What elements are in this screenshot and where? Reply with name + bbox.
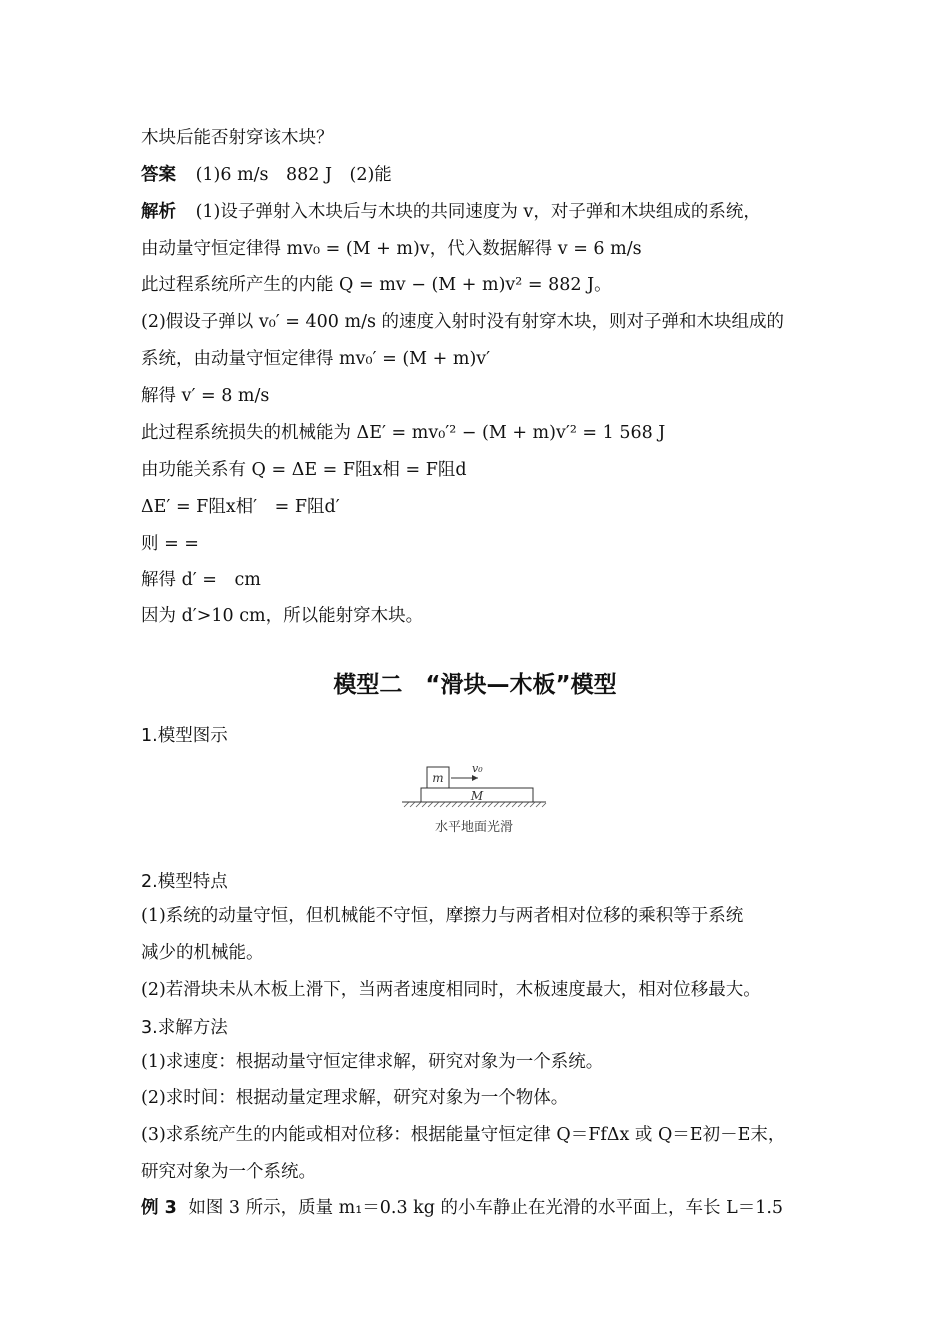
example-label: 例 3 xyxy=(141,1198,177,1218)
velocity-label: v₀ xyxy=(472,762,483,775)
analysis-label: 解析 xyxy=(141,202,176,222)
slider-board-diagram xyxy=(398,758,550,816)
s3-line-1: (1)求速度：根据动量守恒定律求解，研究对象为一个系统。 xyxy=(141,1052,604,1072)
answer-label: 答案 xyxy=(141,165,176,185)
analysis-line-1: 解析 (1)设子弹射入木块后与木块的共同速度为 v，对子弹和木块组成的系统， xyxy=(141,202,761,222)
analysis-line-2: 由动量守恒定律得 mv₀ = (M + m)v，代入数据解得 v = 6 m/s xyxy=(141,239,642,259)
block-m-label: m xyxy=(432,771,444,785)
analysis-line-11: 解得 d′ = cm xyxy=(141,570,261,590)
analysis-line-10: 则 = = xyxy=(141,534,199,554)
board-M-label: M xyxy=(470,789,484,803)
s1-title: 1.模型图示 xyxy=(141,726,228,746)
s3-line-3: (3)求系统产生的内能或相对位移：根据能量守恒定律 Q＝FfΔx 或 Q＝E初－E末， xyxy=(141,1125,786,1145)
s3-line-2: (2)求时间：根据动量定理求解，研究对象为一个物体。 xyxy=(141,1088,569,1108)
example-text: 如图 3 所示，质量 m₁＝0.3 kg 的小车静止在光滑的水平面上，车长 L＝1.5 xyxy=(188,1198,784,1218)
analysis-line-4: (2)假设子弹以 v₀′ = 400 m/s 的速度入射时没有射穿木块，则对子弹和木块组成的 xyxy=(141,312,785,332)
analysis-line-12: 因为 d′>10 cm，所以能射穿木块。 xyxy=(141,606,424,626)
analysis-line-7: 此过程系统损失的机械能为 ΔE′ = mv₀′² − (M + m)v′² = 1 568 J xyxy=(141,423,666,443)
answer-text: (1)6 m/s 882 J (2)能 xyxy=(195,165,392,185)
analysis-line-6: 解得 v′ = 8 m/s xyxy=(141,386,270,406)
s2-title: 2.模型特点 xyxy=(141,872,228,892)
example-line xyxy=(141,1196,783,1220)
s2-line-3: (2)若滑块未从木板上滑下，当两者速度相同时，木板速度最大，相对位移最大。 xyxy=(141,980,761,1000)
analysis-line-3: 此过程系统所产生的内能 Q = mv − (M + m)v² = 882 J。 xyxy=(141,275,612,295)
analysis-line-5: 系统，由动量守恒定律得 mv₀′ = (M + m)v′ xyxy=(141,349,491,369)
s3-title: 3.求解方法 xyxy=(141,1018,228,1038)
answer-line xyxy=(141,163,392,187)
section-title: 模型二 “滑块—木板”模型 xyxy=(333,672,617,698)
analysis-line-8: 由功能关系有 Q = ΔE = F阻x相 = F阻d xyxy=(141,460,467,480)
s2-line-2: 减少的机械能。 xyxy=(141,943,264,963)
analysis-line-9: ΔE′ = F阻x相′ = F阻d′ xyxy=(141,497,340,517)
s2-line-1: (1)系统的动量守恒，但机械能不守恒，摩擦力与两者相对位移的乘积等于系统 xyxy=(141,906,744,926)
model-figure xyxy=(398,758,550,838)
velocity-arrow-head xyxy=(472,775,478,781)
figure-caption: 水平地面光滑 xyxy=(434,820,513,835)
intro-line: 木块后能否射穿该木块？ xyxy=(141,128,334,148)
s3-line-4: 研究对象为一个系统。 xyxy=(141,1162,316,1182)
